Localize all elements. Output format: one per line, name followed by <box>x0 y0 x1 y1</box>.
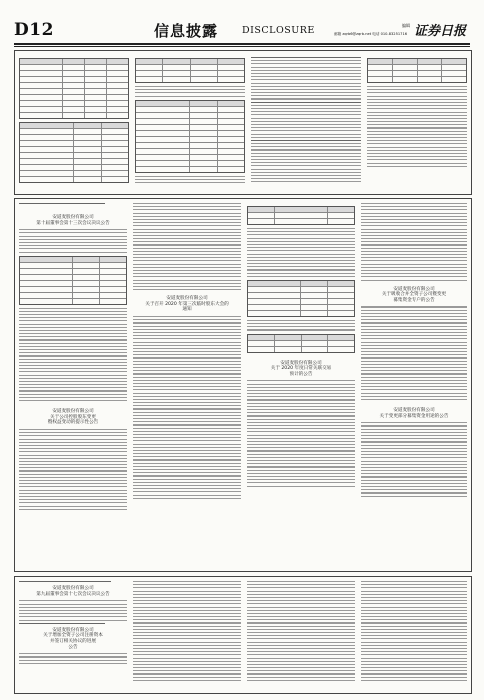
notice-1-title: 第十届董事会第十三次会议决议公告 <box>36 220 110 226</box>
section-english-title: DISCLOSURE <box>242 25 315 36</box>
notice-8-subtitle-b: 并签订相关协议的进展 <box>50 639 96 645</box>
notice-2-subtitle: 通知 <box>182 307 192 313</box>
bottom-col-1 <box>19 581 127 689</box>
notice-2-title: 关于召开 2020 年第三次临时股东大会的 <box>145 301 229 307</box>
mid-col-4 <box>361 203 467 567</box>
notice-2-company: 安道麦股份有限公司 <box>166 296 208 302</box>
notice-3-company: 安道麦股份有限公司 <box>393 286 435 292</box>
mid-col-3 <box>247 203 355 567</box>
proposal-table-2 <box>247 280 355 317</box>
notice-7-title: 第九届董事会第十七次会议决议公告 <box>36 591 110 597</box>
bottom-announcement-block <box>14 576 472 694</box>
financial-table-2 <box>19 122 129 183</box>
mid-col-2 <box>133 203 241 567</box>
bottom-col-2 <box>133 581 241 689</box>
voting-table <box>19 256 127 305</box>
bottom-col-4 <box>361 581 467 689</box>
right-table <box>367 58 467 83</box>
notice-5-title: 关于变更部分募集资金用途的公告 <box>379 413 449 419</box>
editor-credit: 编辑 <box>402 23 410 28</box>
notice-8-subtitle: 暨权益变动的提示性公告 <box>47 420 99 426</box>
mid-col-1 <box>19 203 127 567</box>
notice-8-company: 安道麦股份有限公司 <box>52 409 94 415</box>
notice-1-company: 安道麦股份有限公司 <box>52 215 94 220</box>
newspaper-logo: 证券日报 <box>413 24 466 39</box>
masthead-rule <box>14 43 470 45</box>
contact-line: 邮箱 zqrb6@zqrb.net 电话 010-83251716 <box>334 32 408 36</box>
notice-4-title: 关于 2020 年度日常关联交易 <box>270 366 332 372</box>
share-table <box>135 58 245 83</box>
notice-8-title: 关于公司控股股东变更 <box>50 414 96 420</box>
notice-1-heading <box>19 203 127 215</box>
notice-8-company-b: 安道麦股份有限公司 <box>52 627 94 633</box>
share-table-2 <box>135 100 245 173</box>
bottom-col-3 <box>247 581 355 689</box>
notice-3-subtitle: 募集资金专户的公告 <box>393 297 435 303</box>
top-col-2 <box>135 55 245 190</box>
notice-4-company: 安道麦股份有限公司 <box>280 360 322 366</box>
notice-5-company: 安道麦股份有限公司 <box>393 408 435 414</box>
section-title: 信息披露 <box>154 22 219 40</box>
masthead <box>14 20 470 42</box>
financial-table <box>19 58 129 119</box>
notice-3-title: 关于吸收合并全资子公司暨变更 <box>381 292 447 298</box>
middle-announcement-block <box>14 198 472 572</box>
page-number: D12 <box>14 20 54 40</box>
top-col-4 <box>367 55 467 190</box>
proposal-table-3 <box>247 334 355 353</box>
proposal-table <box>247 206 355 225</box>
notice-8-tail-b: 公告 <box>68 644 78 650</box>
notice-7-company: 安道麦股份有限公司 <box>52 586 94 592</box>
notice-8-title-b: 关于增加全资子公司注册资本 <box>43 633 103 639</box>
top-announcement-block <box>14 50 472 195</box>
top-col-3 <box>251 57 361 190</box>
notice-4-subtitle: 预计的公告 <box>289 371 313 377</box>
masthead-rule-thin <box>14 46 470 47</box>
top-col-1 <box>19 55 129 190</box>
